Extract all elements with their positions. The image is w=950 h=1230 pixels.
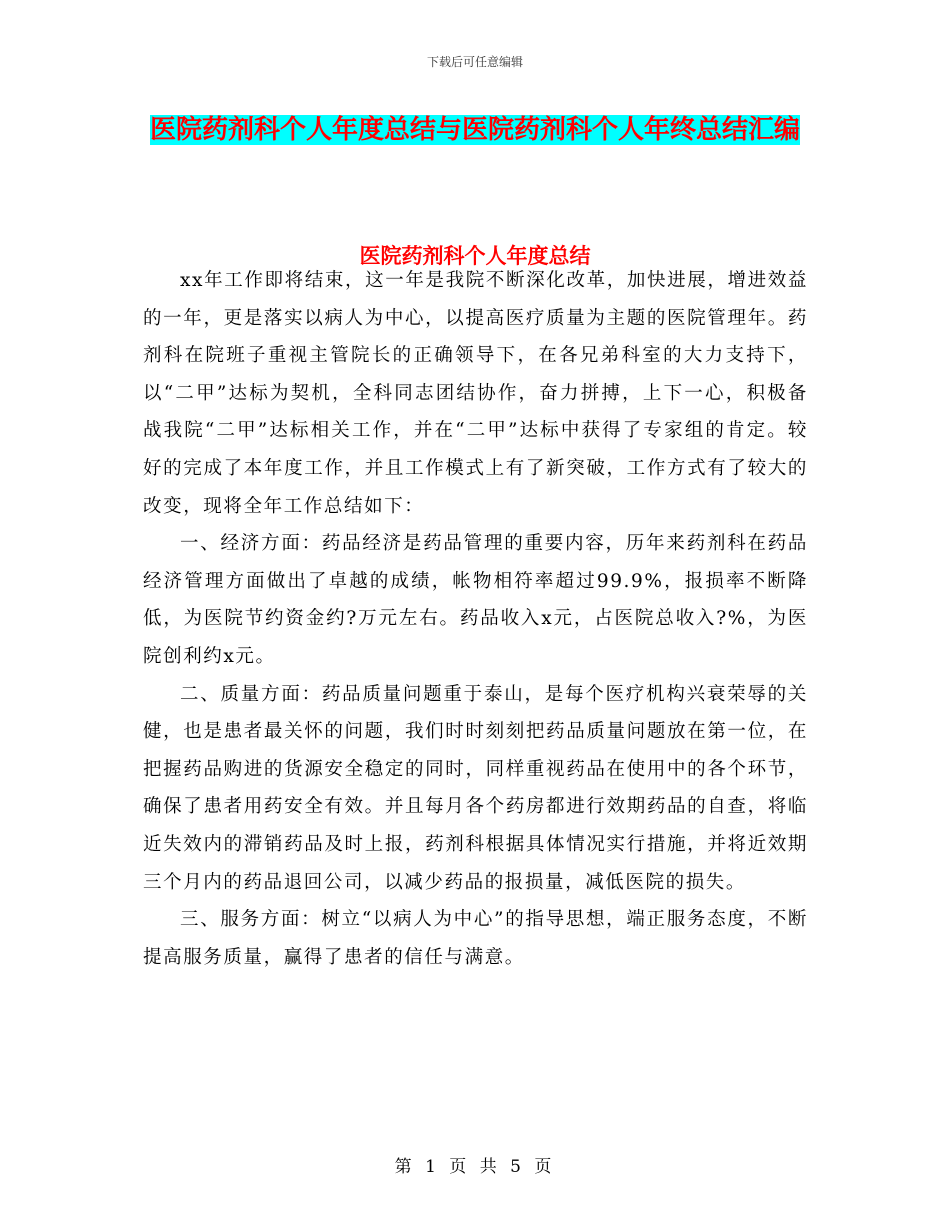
paragraph-intro: xx年工作即将结束，这一年是我院不断深化改革，加快进展，增进效益的一年，更是落实以病人为中心，以提高医疗质量为主题的医院管理年。药剂科在院班子重视主管院长的正确领导下，在各兄弟科室的大力支持下，以“二甲”达标为契机，全科同志团结协作，奋力拼搏，上下一心，积极备战我院“二甲”达标相关工作，并在“二甲”达标中获得了专家组的肯定。较好的完成了本年度工作，并且工作模式上有了新突破，工作方式有了较大的改变，现将全年工作总结如下： (143, 270, 808, 517)
paragraph-quality: 二、质量方面：药品质量问题重于泰山，是每个医疗机构兴衰荣辱的关健，也是患者最关怀的问题，我们时时刻刻把药品质量问题放在第一位，在把握药品购进的货源安全稳定的同时，同样重视药品在使用中的各个环节，确保了患者用药安全有效。并且每月各个药房都进行效期药品的自查，将临近失效内的滞销药品及时上报，药剂科根据具体情况实行措施，并将近效期三个月内的药品退回公司，以减少药品的报损量，减低医院的损失。 (143, 683, 808, 893)
header-note: 下载后可任意编辑 (426, 55, 523, 69)
document-title-text: 医院药剂科个人年度总结与医院药剂科个人年终总结汇编 (150, 115, 801, 145)
paragraph-service: 三、服务方面：树立“以病人为中心”的指导思想，端正服务态度，不断提高服务质量，赢得了患者的信任与满意。 (143, 909, 808, 968)
paragraph-economy: 一、经济方面：药品经济是药品管理的重要内容，历年来药剂科在药品经济管理方面做出了卓越的成绩，帐物相符率超过99.9%，报损率不断降低，为医院节约资金约?万元左右。药品收入x元，占医院总收入?%，为医院创利约x元。 (143, 533, 808, 667)
document-title (150, 108, 800, 152)
body-text (143, 262, 808, 976)
page-footer: 第 1 页 共 5 页 (394, 1157, 556, 1177)
section-title: 医院药剂科个人年度总结 (359, 244, 591, 268)
